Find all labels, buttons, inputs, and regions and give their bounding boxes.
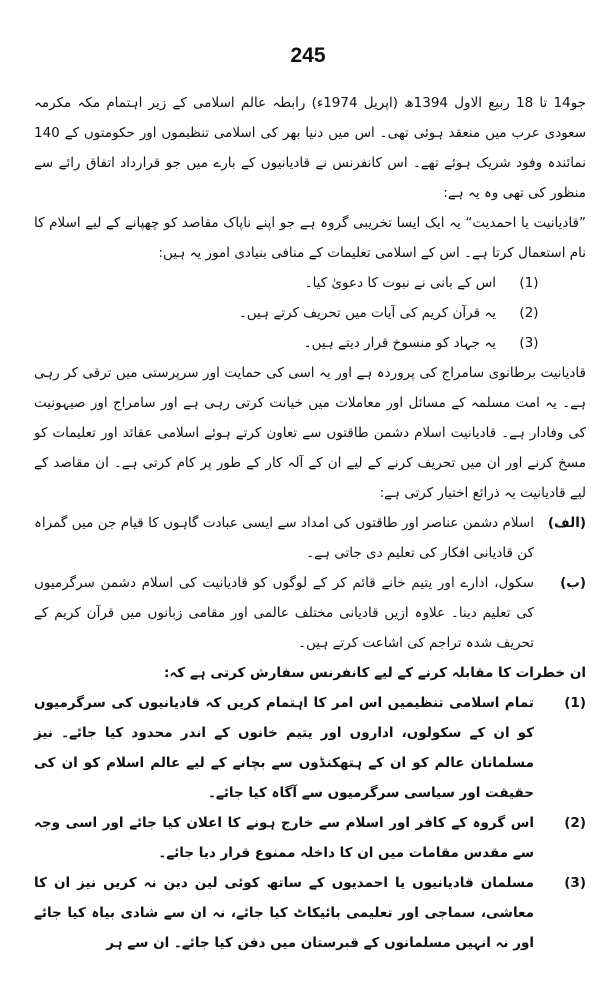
list-text: یہ قرآن کریم کی آیات میں تحریف کرتے ہیں۔ xyxy=(238,305,496,321)
list-text: اس گروہ کے کافر اور اسلام سے خارج ہونے کا اعلان کیا جائے اور اسی وجہ سے مقدس مقامات میں ان کا داخلہ ممنوع قرار دیا جائے۔ xyxy=(34,815,534,861)
list-marker: (ب) xyxy=(560,575,586,591)
list-text: اس کے بانی نے نبوت کا دعویٰ کیا۔ xyxy=(304,275,496,291)
list-text: تمام اسلامی تنظیمیں اس امر کا اہتمام کریں کہ قادیانیوں کی سرگرمیوں کو ان کے سکولوں، اداروں اور یتیم خانوں کے اندر محدود کیا جائے۔ نیز مسلمانان عالم کو ان کے ہتھکنڈوں سے بچانے کے لیے عالم اسلام کو ان کی حقیقت اور سیاسی سرگرمیوں سے آگاہ کیا جائے۔ xyxy=(34,695,534,801)
list-number: (2) xyxy=(519,305,539,321)
doctrine-list xyxy=(34,268,586,358)
intro-paragraph: جو14 تا 18 ربیع الاول 1394ھ (اپریل 1974ء) رابطہ عالم اسلامی کے زیر اہتمام مکہ مکرمہ سعودی عرب میں منعقد ہوئی تھی۔ اس میں دنیا بھر کی اسلامی تنظیموں اور حکومتوں کے 140 نمائندہ وفود شریک ہوئے تھے۔ اس کانفرنس نے قادیانیوں کے بارے میں جو قرارداد اتفاق رائے سے منظور کی تھی وہ یہ ہے: xyxy=(34,95,587,201)
list-text: مسلمان قادیانیوں یا احمدیوں کے ساتھ کوئی لین دین نہ کریں نیز ان کا معاشی، سماجی اور تعلیمی بائیکاٹ کیا جائے، نہ ان سے شادی بیاہ کیا جائے اور نہ انہیں مسلمانوں کے قبرستان میں دفن کیا جائے۔ ان سے ہر xyxy=(34,875,534,951)
list-marker: (الف) xyxy=(547,515,586,531)
list-item xyxy=(34,298,586,328)
list-item xyxy=(34,328,586,358)
page-number: 245 xyxy=(290,44,326,67)
list-item xyxy=(34,808,586,868)
list-marker: (1) xyxy=(564,695,586,711)
list-text: سکول، ادارے اور یتیم خانے قائم کر کے لوگوں کو قادیانیت کی اسلام دشمن سرگرمیوں کی تعلیم دینا۔ علاوہ ازیں قادیانی مختلف عالمی اور مقامی زبانوں میں قرآن کریم کے تحریف شدہ تراجم کی اشاعت کرتے ہیں۔ xyxy=(34,575,534,651)
list-number: (1) xyxy=(519,275,539,291)
list-item xyxy=(34,268,586,298)
list-item xyxy=(34,568,586,658)
body-paragraph: قادیانیت برطانوی سامراج کی پروردہ ہے اور یہ اسی کی حمایت اور سرپرستی میں ترقی کر رہی ہے۔ یہ امت مسلمہ کے مسائل اور معاملات میں خیانت کرتی رہی ہے اور سامراج اور صیہونیت کی وفادار ہے۔ قادیانیت اسلام دشمن طاقتوں سے تعاون کرتے ہوئے اسلامی عقائد اور تعلیمات کو مسخ کرنے اور ان میں تحریف کرنے کے لیے ان کے آلہ کار کے طور پر کام کرتی ہے۔ ان مقاصد کے لیے قادیانیت یہ ذرائع اختیار کرتی ہے: xyxy=(34,365,586,501)
list-item xyxy=(34,508,586,568)
list-text: اسلام دشمن عناصر اور طاقتوں کی امداد سے ایسی عبادت گاہوں کا قیام جن میں گمراہ کن قادیانی افکار کی تعلیم دی جاتی ہے۔ xyxy=(34,515,534,561)
document-body xyxy=(34,88,586,958)
list-number: (3) xyxy=(519,335,539,351)
list-marker: (2) xyxy=(564,815,586,831)
list-item xyxy=(34,688,586,808)
list-marker: (3) xyxy=(564,875,586,891)
list-text: یہ جہاد کو منسوخ قرار دیتے ہیں۔ xyxy=(303,335,496,351)
recommend-heading: ان خطرات کا مقابلہ کرنے کے لیے کانفرنس سفارش کرتی ہے کہ: xyxy=(163,665,586,681)
list-item xyxy=(34,868,586,958)
definition-paragraph: ”قادیانیت یا احمدیت“ یہ ایک ایسا تخریبی گروہ ہے جو اپنے ناپاک مقاصد کو چھپانے کے لیے اسلام کا نام استعمال کرتا ہے۔ اس کے اسلامی تعلیمات کے منافی بنیادی امور یہ ہیں: xyxy=(34,215,586,261)
